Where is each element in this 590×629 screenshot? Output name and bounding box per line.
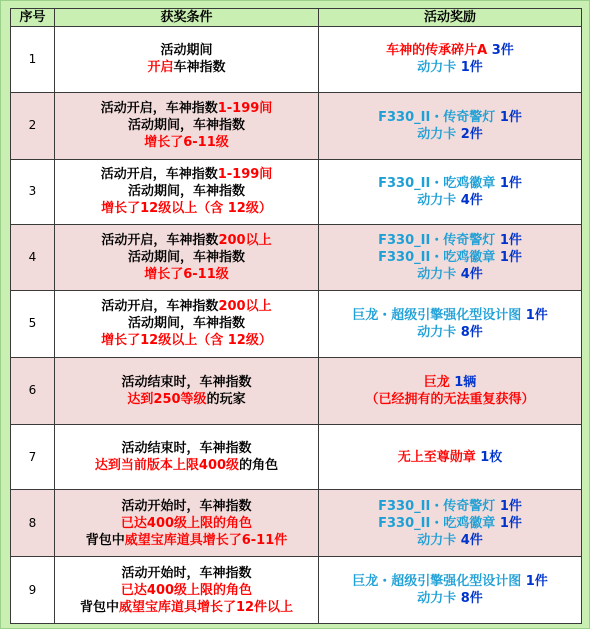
text-segment: 达到当前版本上限400级 (94, 458, 240, 474)
text-segment: 1件 (499, 515, 522, 531)
text-segment: 8件 (460, 324, 483, 340)
table-row (11, 424, 582, 490)
text-segment: F330_II・传奇警灯 (378, 109, 500, 125)
reward-cell (319, 424, 582, 490)
text-segment: 4件 (460, 267, 483, 283)
condition-cell-line (57, 183, 316, 200)
condition-cell (55, 92, 319, 159)
row-number: 9 (11, 557, 55, 624)
condition-cell (55, 225, 319, 291)
reward-cell (319, 557, 582, 624)
text-segment: 动力卡 (417, 591, 461, 607)
condition-cell-line (57, 374, 316, 391)
text-segment: 活动开始时，车神指数 (121, 498, 252, 514)
table-row (11, 92, 582, 159)
text-segment: 1件 (499, 233, 522, 249)
row-number: 5 (11, 291, 55, 358)
text-segment: 1枚 (480, 449, 503, 465)
text-segment: 4件 (460, 192, 483, 208)
table-row (11, 225, 582, 291)
text-segment: 1-199间 (217, 167, 273, 183)
reward-cell-line (321, 266, 579, 283)
reward-cell (319, 490, 582, 557)
condition-cell (55, 424, 319, 490)
reward-cell-line (321, 232, 579, 249)
table-row (11, 490, 582, 557)
text-segment: 动力卡 (417, 192, 461, 208)
text-segment: 1件 (460, 60, 483, 76)
condition-cell-line (57, 100, 316, 117)
text-segment: 增长了12级以上（含 12级） (101, 201, 272, 217)
text-segment: F330_II・吃鸡徽章 (378, 175, 500, 191)
text-segment: 威望宝库道具增长了6-11件 (124, 532, 288, 548)
reward-cell-line (321, 374, 579, 391)
reward-cell-line (321, 192, 579, 209)
reward-cell (319, 159, 582, 225)
row-number: 6 (11, 357, 55, 424)
condition-cell-line (57, 200, 316, 217)
condition-cell-line (57, 117, 316, 134)
text-segment: F330_II・传奇警灯 (378, 233, 500, 249)
text-segment: F330_II・传奇警灯 (378, 498, 500, 514)
reward-cell-line (321, 307, 579, 324)
text-segment: 巨龙・超级引擎强化型设计图 (352, 574, 526, 590)
row-number: 3 (11, 159, 55, 225)
header-no: 序号 (11, 9, 55, 27)
reward-cell-line (321, 532, 579, 549)
text-segment: （已经拥有的无法重复获得） (365, 391, 535, 407)
condition-cell-line (57, 166, 316, 183)
condition-cell-line (57, 565, 316, 582)
row-number: 2 (11, 92, 55, 159)
text-segment: 1-199间 (217, 101, 273, 117)
header-reward: 活动奖励 (319, 9, 582, 27)
condition-cell-line (57, 266, 316, 283)
condition-cell-line (57, 457, 316, 474)
text-segment: 动力卡 (417, 60, 461, 76)
condition-cell-line (57, 42, 316, 59)
text-segment: 活动期间，车神指数 (127, 184, 245, 200)
text-segment: 无上至尊勋章 (397, 449, 481, 465)
condition-cell-line (57, 498, 316, 515)
text-segment: 活动结束时，车神指数 (121, 441, 252, 457)
row-number: 7 (11, 424, 55, 490)
condition-cell (55, 291, 319, 358)
condition-cell (55, 357, 319, 424)
text-segment: 增长了6-11级 (144, 135, 229, 151)
condition-cell (55, 557, 319, 624)
condition-cell-line (57, 134, 316, 151)
header-row (11, 9, 582, 27)
text-segment: 200以上 (218, 233, 272, 249)
reward-cell (319, 357, 582, 424)
reward-cell-line (321, 449, 579, 466)
reward-cell (319, 27, 582, 93)
condition-cell (55, 490, 319, 557)
condition-cell-line (57, 532, 316, 549)
text-segment: 背包中 (85, 532, 125, 548)
reward-table (10, 8, 582, 624)
table-row (11, 557, 582, 624)
text-segment: 活动开启，车神指数 (100, 167, 218, 183)
condition-cell-line (57, 515, 316, 532)
text-segment: 活动期间，车神指数 (127, 316, 245, 332)
reward-cell-line (321, 126, 579, 143)
table-row (11, 291, 582, 358)
text-segment: 活动期间，车神指数 (127, 118, 245, 134)
row-number: 8 (11, 490, 55, 557)
text-segment: 的玩家 (206, 391, 246, 407)
row-number: 4 (11, 225, 55, 291)
text-segment: 开启 (147, 60, 174, 76)
condition-cell-line (57, 298, 316, 315)
text-segment: 动力卡 (417, 324, 461, 340)
text-segment: 威望宝库道具增长了12件以上 (118, 599, 294, 615)
reward-cell-line (321, 109, 579, 126)
condition-cell (55, 159, 319, 225)
reward-cell-line (321, 249, 579, 266)
text-segment: 1件 (499, 175, 522, 191)
reward-cell-line (321, 324, 579, 341)
reward-cell-line (321, 175, 579, 192)
text-segment: 巨龙 (423, 374, 455, 390)
text-segment: 活动期间，车神指数 (127, 250, 245, 266)
table-row (11, 159, 582, 225)
text-segment: 增长了12级以上（含 12级） (101, 333, 272, 349)
table-row (11, 357, 582, 424)
text-segment: 动力卡 (417, 126, 461, 142)
condition-cell (55, 27, 319, 93)
text-segment: 1件 (525, 307, 548, 323)
text-segment: 2件 (460, 126, 483, 142)
condition-cell-line (57, 232, 316, 249)
text-segment: 1件 (525, 574, 548, 590)
condition-cell-line (57, 599, 316, 616)
text-segment: F330_II・吃鸡徽章 (378, 250, 500, 266)
text-segment: F330_II・吃鸡徽章 (378, 515, 500, 531)
text-segment: 活动期间 (160, 43, 213, 59)
condition-cell-line (57, 315, 316, 332)
reward-cell-line (321, 573, 579, 590)
text-segment: 动力卡 (417, 267, 461, 283)
table-row (11, 27, 582, 93)
reward-cell (319, 291, 582, 358)
reward-cell (319, 92, 582, 159)
row-number: 1 (11, 27, 55, 93)
text-segment: 4件 (460, 532, 483, 548)
reward-cell-line (321, 515, 579, 532)
text-segment: 的角色 (239, 458, 279, 474)
text-segment: 背包中 (79, 599, 119, 615)
text-segment: 车神的传承碎片A (386, 43, 492, 59)
text-segment: 活动开始时，车神指数 (121, 565, 252, 581)
condition-cell-line (57, 59, 316, 76)
text-segment: 活动开启，车神指数 (101, 233, 219, 249)
reward-cell-line (321, 498, 579, 515)
text-segment: 200以上 (218, 299, 272, 315)
text-segment: 活动结束时，车神指数 (121, 374, 252, 390)
text-segment: 已达400级上限的角色 (120, 515, 253, 531)
text-segment: 1辆 (454, 374, 477, 390)
table-body (11, 27, 582, 624)
condition-cell-line (57, 249, 316, 266)
text-segment: 车神指数 (173, 60, 226, 76)
text-segment: 1件 (499, 498, 522, 514)
reward-cell-line (321, 59, 579, 76)
condition-cell-line (57, 440, 316, 457)
text-segment: 1件 (499, 250, 522, 266)
reward-cell-line (321, 590, 579, 607)
text-segment: 8件 (460, 591, 483, 607)
text-segment: 达到250等级 (127, 391, 207, 407)
text-segment: 增长了6-11级 (144, 267, 229, 283)
condition-cell-line (57, 332, 316, 349)
condition-cell-line (57, 582, 316, 599)
reward-cell-line (321, 391, 579, 408)
text-segment: 动力卡 (417, 532, 461, 548)
header-condition: 获奖条件 (55, 9, 319, 27)
condition-cell-line (57, 391, 316, 408)
reward-cell (319, 225, 582, 291)
text-segment: 3件 (491, 43, 514, 59)
text-segment: 活动开启，车神指数 (101, 299, 219, 315)
text-segment: 已达400级上限的角色 (120, 582, 253, 598)
text-segment: 巨龙・超级引擎强化型设计图 (352, 307, 526, 323)
reward-cell-line (321, 42, 579, 59)
text-segment: 1件 (499, 109, 522, 125)
text-segment: 活动开启，车神指数 (100, 101, 218, 117)
